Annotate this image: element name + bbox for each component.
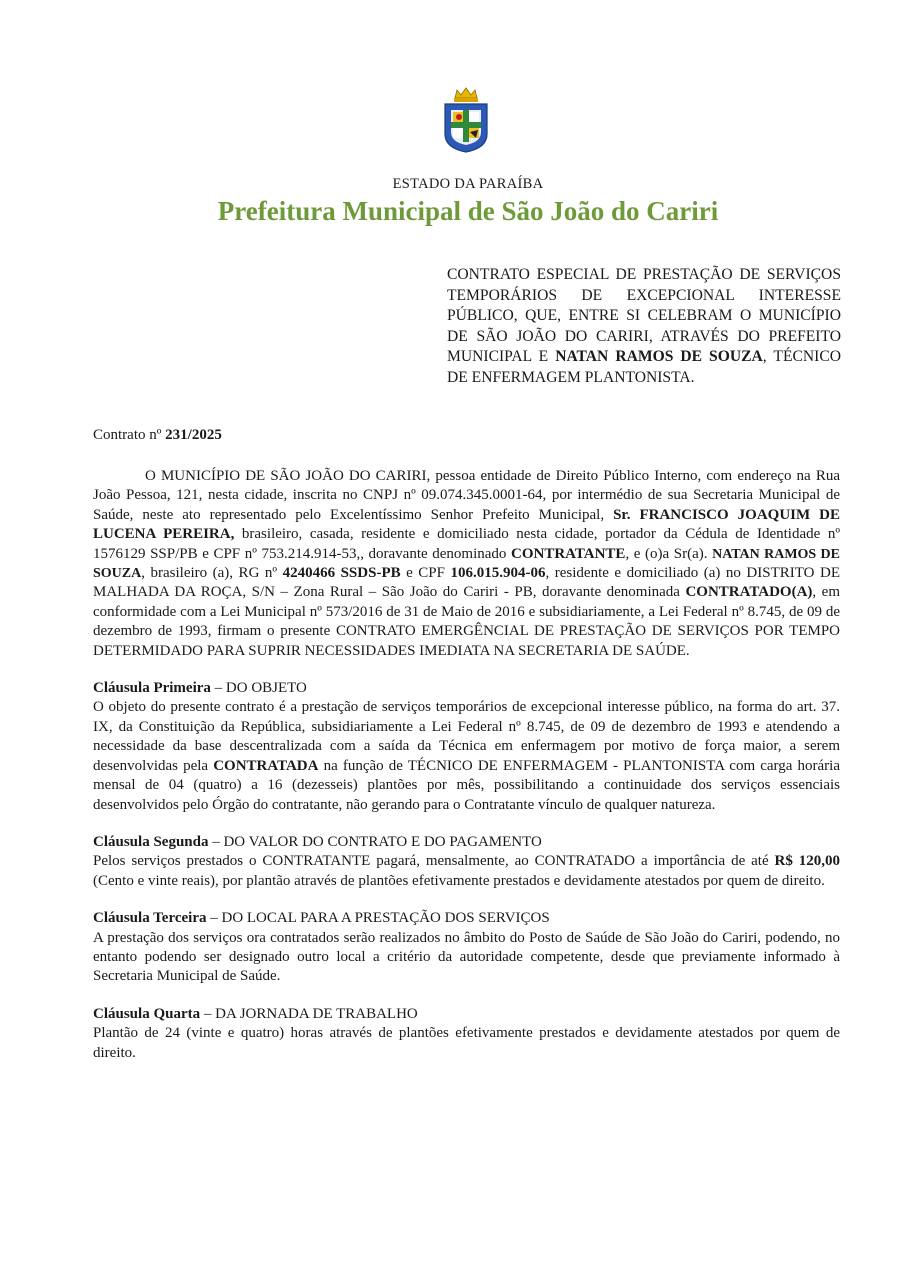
summary-contracted-name: NATAN RAMOS DE SOUZA (555, 348, 763, 366)
clause-second-text: Pelos serviços prestados o CONTRATANTE pagará, mensalmente, ao CONTRATADO a importância de até R$ 120,00 (Cento e vinte reais), por plantão através de plantões efetivamente prestados e devidamente atestados por quem de direito. (93, 853, 840, 889)
clause-third-text: A prestação dos serviços ora contratados serão realizados no âmbito do Posto de Saúde de São João do Cariri, podendo, no entanto podendo ser designado outro local a critério da autoridade competente, desde que previamente informado à Secretaria Municipal de Saúde. (93, 929, 840, 985)
state-name: ESTADO DA PARAÍBA (392, 176, 544, 192)
contract-number: Contrato nº 231/2025 (93, 427, 222, 443)
clause-fourth (93, 1005, 840, 1063)
prefecture-title: Prefeitura Municipal de São João do Cariri (217, 196, 719, 226)
clause-first (93, 679, 840, 815)
contract-body (93, 467, 840, 1063)
clause-second-title: Cláusula Segunda – DO VALOR DO CONTRATO E DO PAGAMENTO (93, 833, 542, 850)
clause-fourth-title: Cláusula Quarta – DA JORNADA DE TRABALHO (93, 1005, 418, 1022)
clause-third (93, 909, 840, 987)
clause-third-title: Cláusula Terceira – DO LOCAL PARA A PRESTAÇÃO DOS SERVIÇOS (93, 910, 550, 927)
clause-fourth-text: Plantão de 24 (vinte e quatro) horas através de plantões efetivamente prestados e devidamente atestados por quem de direito. (93, 1025, 840, 1061)
clause-first-title: Cláusula Primeira – DO OBJETO (93, 680, 307, 697)
preamble: O MUNICÍPIO DE SÃO JOÃO DO CARIRI, pessoa entidade de Direito Público Interno, com endereço na Rua João Pessoa, 121, nesta cidade, inscrita no CNPJ nº 09.074.345.0001-64, por intermédio de sua Secretaria Municipal de Saúde, neste ato representado pelo Excelentíssimo Senhor Prefeito Municipal, Sr. FRANCISCO JOAQUIM DE LUCENA PEREIRA, brasileiro, casada, residente e domiciliado nesta cidade, portador da Cédula de Identidade nº 1576129 SSP/PB e CPF nº 753.214.914-53,, doravante denominado CONTRATANTE, e (o)a Sr(a). NATAN RAMOS DE SOUZA, brasileiro (a), RG nº 4240466 SSDS-PB e CPF 106.015.904-06, residente e domiciliado (a) no DISTRITO DE MALHADA DA ROÇA, S/N – Zona Rural – São João do Cariri - PB, doravante denominada CONTRATADO(A), em conformidade com a Lei Municipal nº 573/2016 de 31 de Maio de 2016 e subsidiariamente, a Lei Federal nº 8.745, de 09 de dezembro de 1993, firmam o presente CONTRATO EMERGÊNCIAL DE PRESTAÇÃO DE SERVIÇOS POR TEMPO DETERMIDADO PARA SUPRIR NECESSIDADES IMEDIATA NA SECRETARIA DE SAÚDE. (93, 468, 841, 659)
municipal-crest-icon (441, 86, 491, 154)
clause-second (93, 833, 840, 891)
contract-summary: CONTRATO ESPECIAL DE PRESTAÇÃO DE SERVIÇOS TEMPORÁRIOS DE EXCEPCIONAL INTERESSE PÚBLICO, QUE, ENTRE SI CELEBRAM O MUNICÍPIO DE SÃO JOÃO DO CARIRI, ATRAVÉS DO PREFEITO MUNICIPAL E NATAN RAMOS DE SOUZA, TÉCNICO DE ENFERMAGEM PLANTONISTA. (447, 266, 841, 386)
clause-first-text: O objeto do presente contrato é a prestação de serviços temporários de excepcional interesse público, na forma do art. 37. IX, da Constituição da República, subsidiariamente a Lei Federal nº 8.745, de 09 de dezembro de 1993 e atendendo a necessidade da base descentralizada com a saída da Técnica em enfermagem por motivo de força maior, a serem desenvolvidas pela CONTRATADA na função de TÉCNICO DE ENFERMAGEM - PLANTONISTA com carga horária mensal de 04 (quatro) a 16 (dezesseis) plantões por mês, possibilitando a continuidade dos serviços essenciais desenvolvidos pelo Órgão do contratante, não gerando para o Contratante vínculo de qualquer natureza. (93, 699, 841, 813)
